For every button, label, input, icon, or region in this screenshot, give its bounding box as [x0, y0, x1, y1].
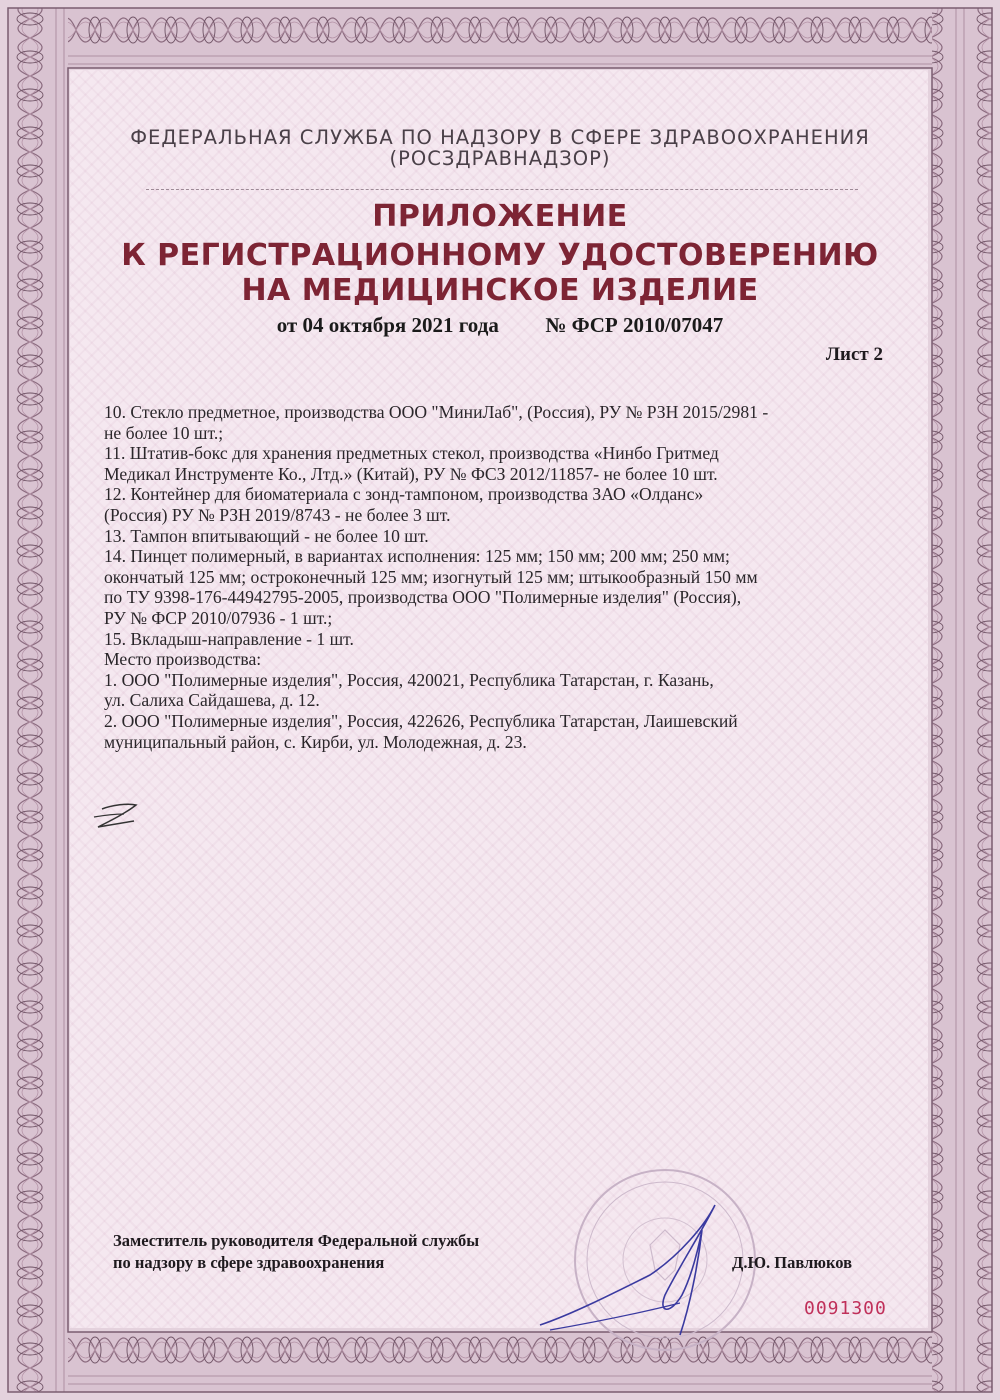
signatory-name: Д.Ю. Павлюков — [732, 1253, 852, 1272]
content-line: Медикал Инструменте Ко., Лтд.» (Китай), РУ № ФСЗ 2012/11857- не более 10 шт. — [104, 463, 718, 484]
content-line: 10. Стекло предметное, производства ООО "МиниЛаб", (Россия), РУ № РЗН 2015/2981 - — [104, 402, 769, 422]
content-line: 15. Вкладыш-направление - 1 шт. — [104, 628, 354, 649]
content-line: 11. Штатив-бокс для хранения предметных стекол, производства «Нинбо Гритмед — [104, 443, 719, 464]
registration-date: от 04 октября 2021 года — [276, 313, 499, 337]
content-line: окончатый 125 мм; остроконечный 125 мм; изогнутый 125 мм; штыкообразный 150 мм — [104, 566, 758, 587]
content-line: по ТУ 9398-176-44942795-2005, производства ООО "Полимерные изделия" (Россия), — [104, 587, 742, 608]
content-line: Место производства: — [104, 649, 262, 670]
signatory-position — [113, 1230, 479, 1274]
content-line: 14. Пинцет полимерный, в вариантах исполнения: 125 мм; 150 мм; 200 мм; 250 мм; — [104, 546, 730, 567]
agency-name: ФЕДЕРАЛЬНАЯ СЛУЖБА ПО НАДЗОРУ В СФЕРЕ ЗДРАВООХРАНЕНИЯ — [130, 126, 870, 149]
handwritten-initial-mark — [88, 795, 148, 840]
document-title-line1: ПРИЛОЖЕНИЕ — [372, 199, 628, 234]
content-line: 2. ООО "Полимерные изделия", Россия, 422626, Республика Татарстан, Лаишевский — [104, 710, 738, 731]
document-title-line2: К РЕГИСТРАЦИОННОМУ УДОСТОВЕРЕНИЮ — [121, 238, 879, 273]
content-line: 12. Контейнер для биоматериала с зонд-тампоном, производства ЗАО «Олданс» — [104, 484, 704, 505]
content-line: муниципальный район, с. Кирби, ул. Молодежная, д. 23. — [104, 731, 527, 752]
content-line: РУ № ФСР 2010/07936 - 1 шт.; — [104, 607, 333, 628]
document-content — [104, 402, 894, 752]
content-line: ул. Салиха Сайдашева, д. 12. — [104, 690, 320, 711]
serial-number: 0091300 — [804, 1298, 887, 1319]
content-line: 1. ООО "Полимерные изделия", Россия, 420021, Республика Татарстан, г. Казань, — [104, 669, 714, 690]
document-title-line3: НА МЕДИЦИНСКОЕ ИЗДЕЛИЕ — [241, 273, 759, 308]
signatory-position-line2: по надзору в сфере здравоохранения — [113, 1253, 385, 1272]
sheet-number: Лист 2 — [825, 344, 883, 365]
registration-number: № ФСР 2010/07047 — [545, 313, 724, 337]
content-line: не более 10 шт.; — [104, 422, 224, 443]
content-line: (Россия) РУ № РЗН 2019/8743 - не более 3 шт. — [104, 504, 451, 525]
header-divider — [146, 189, 858, 190]
agency-abbreviation: (РОСЗДРАВНАДЗОР) — [389, 147, 611, 170]
registration-line — [0, 313, 1000, 338]
signatory-position-line1: Заместитель руководителя Федеральной службы — [113, 1231, 480, 1250]
handwritten-signature — [530, 1195, 750, 1345]
content-line: 13. Тампон впитывающий - не более 10 шт. — [104, 525, 429, 546]
